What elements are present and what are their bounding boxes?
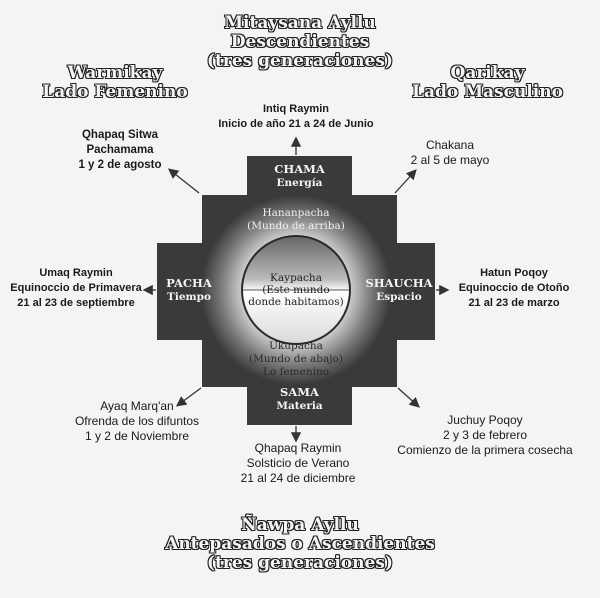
event-bottom: Qhapaq Raymin Solsticio de Verano 21 al 24 de diciembre	[240, 441, 356, 485]
event-top-right: Chakana 2 al 5 de mayo	[410, 138, 490, 167]
title-bottom: Ñawpa Ayllu Antepasados o Ascendientes (tres generaciones)	[165, 515, 435, 573]
kaypacha-label: Kaypacha (Este mundo donde habitamos)	[248, 272, 344, 308]
cross-south: SAMA Materia	[276, 385, 323, 412]
title-top: Mitaysana Ayllu Descendientes (tres generaciones)	[207, 13, 393, 71]
event-right: Hatun Poqoy Equinoccio de Otoño 21 al 23 de marzo	[458, 267, 570, 309]
arrow-top-right	[395, 171, 415, 193]
title-left: Warmikay Lado Femenino	[42, 63, 188, 102]
event-top-left: Qhapaq Sitwa Pachamama 1 y 2 de agosto	[78, 129, 162, 171]
cross-east: SHAUCHA Espacio	[365, 276, 433, 303]
arrow-bottom-right	[398, 388, 418, 406]
event-bottom-right: Juchuy Poqoy 2 y 3 de febrero Comienzo de la primera cosecha	[397, 413, 573, 457]
ukupacha-label: Ukupacha (Mundo de abajo) Lo femenino	[249, 340, 343, 378]
hananpacha-label: Hananpacha (Mundo de arriba)	[247, 207, 345, 232]
title-right: Qarikay Lado Masculino	[412, 63, 563, 102]
cross-north: CHAMA Energía	[274, 162, 325, 189]
event-top: Intiq Raymin Inicio de año 21 a 24 de Junio	[218, 103, 374, 130]
cross-west: PACHA Tiempo	[166, 276, 212, 303]
event-left: Umaq Raymin Equinoccio de Primavera 21 al 23 de septiembre	[10, 267, 142, 309]
event-bottom-left: Ayaq Marq'an Ofrenda de los difuntos 1 y 2 de Noviembre	[74, 399, 200, 443]
arrow-top-left	[170, 170, 199, 193]
